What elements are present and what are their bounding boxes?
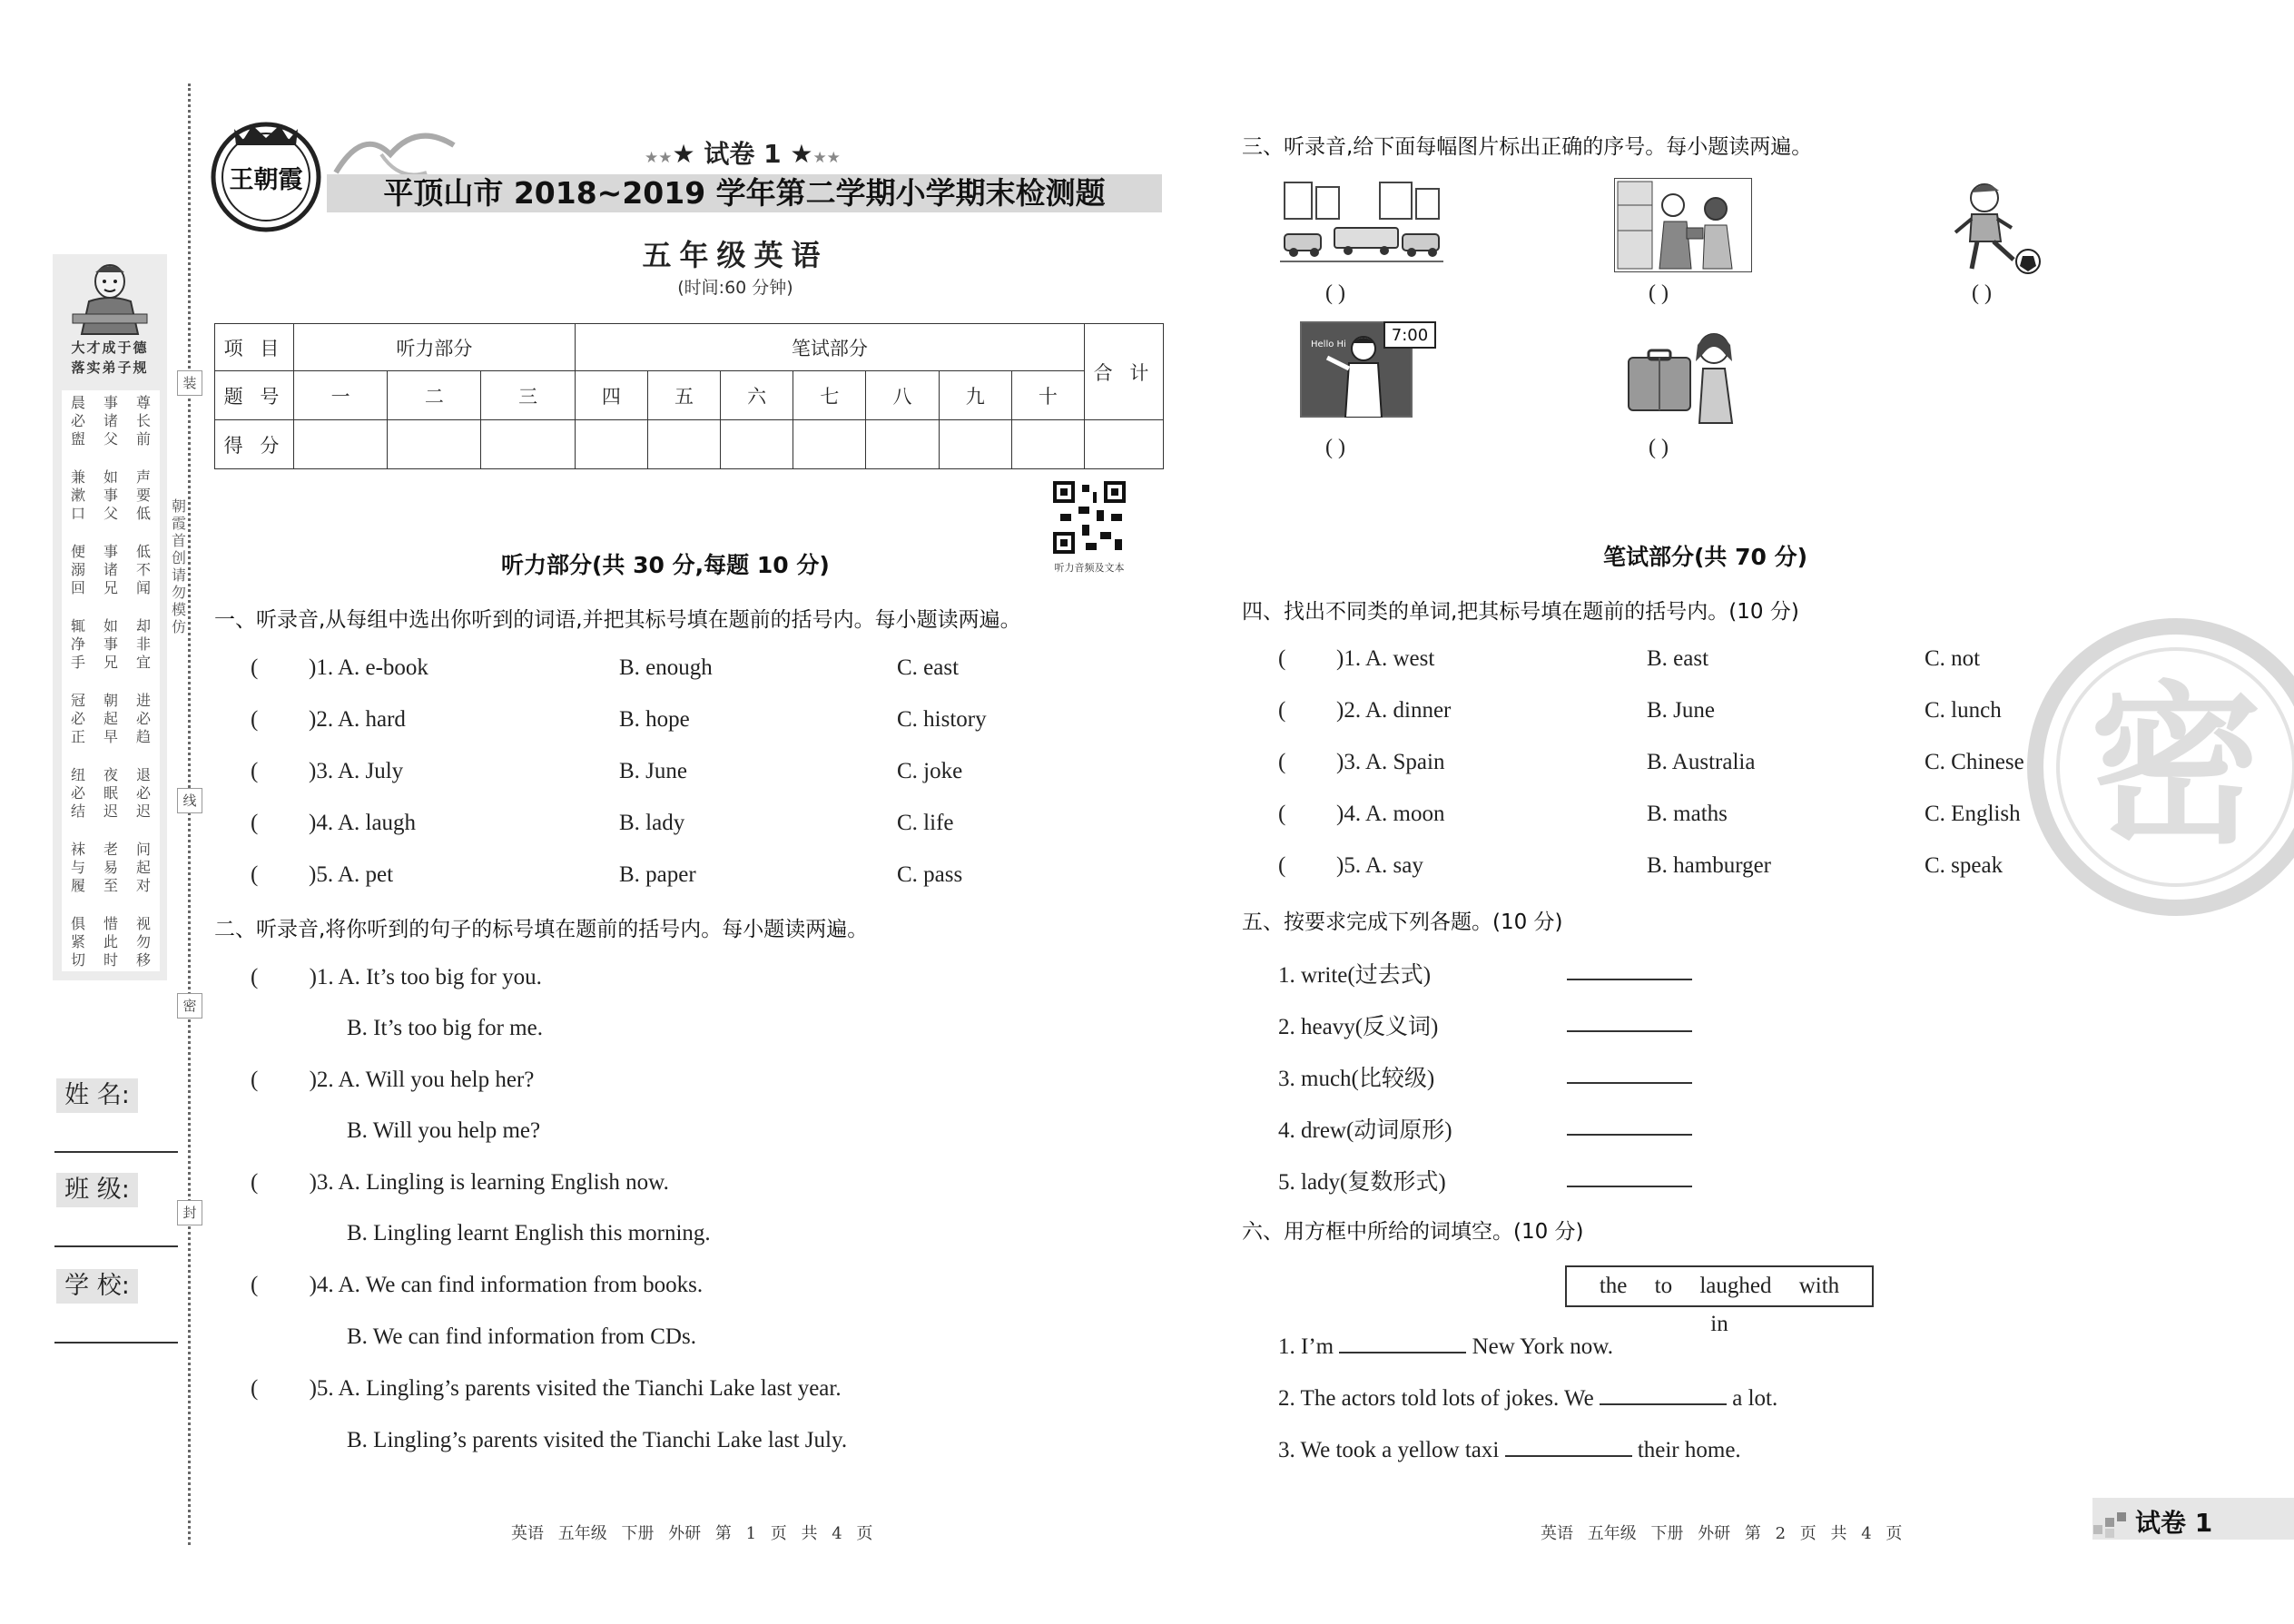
question-number: 七 [793, 371, 866, 420]
motto-verse: 事诸父 [103, 394, 118, 448]
answer-blank[interactable] [1567, 959, 1692, 980]
option-c: C. joke [897, 759, 963, 783]
motto-verses [62, 390, 160, 971]
option-a: )5. A. pet [309, 862, 394, 887]
table-header-total: 合 计 [1085, 324, 1164, 420]
option-a: )2. A. Will you help her? [309, 1068, 535, 1092]
option-c: C. life [897, 811, 954, 835]
answer-blank[interactable] [1567, 1166, 1692, 1187]
corner-paper-label: 试卷 1 [2135, 1508, 2213, 1538]
seal-mark: 密 [177, 993, 202, 1019]
option-c: C. Chinese [1925, 750, 2024, 774]
answer-blank[interactable] [1567, 1062, 1692, 1084]
option-b: B. June [1647, 698, 1715, 723]
list-item [251, 1273, 703, 1298]
score-cell[interactable] [647, 420, 720, 469]
list-item [1278, 1009, 1438, 1041]
question-number: 四 [575, 371, 647, 420]
answer-bracket[interactable]: ( [251, 811, 259, 835]
motto-verse: 低不闻 [135, 543, 151, 596]
score-cell[interactable] [721, 420, 793, 469]
sentence-start: 2. The actors told lots of jokes. We [1278, 1386, 1594, 1411]
brand-name: 王朝霞 [229, 166, 303, 194]
answer-bracket[interactable]: ( [251, 707, 259, 732]
traffic-picture [1280, 178, 1443, 269]
option-c: C. speak [1925, 853, 2004, 878]
name-label: 姓 名: [56, 1078, 138, 1113]
answer-bracket[interactable]: ( [1278, 750, 1286, 774]
motto-title-1: 大才成于德 [71, 340, 149, 356]
option-a: )3. A. July [309, 759, 404, 783]
option-a: )1. A. west [1336, 646, 1435, 671]
option-b: B. Will you help me? [347, 1118, 541, 1143]
option-a: )2. A. hard [309, 707, 406, 732]
answer-bracket[interactable]: ( [1278, 646, 1286, 671]
score-cell[interactable] [1011, 420, 1084, 469]
answer-bracket[interactable]: ( [251, 862, 259, 887]
motto-verse: 晨必盥 [70, 394, 85, 448]
corner-squares-icon [2093, 1511, 2130, 1538]
table-header-item: 项 目 [215, 324, 294, 371]
answer-bracket[interactable]: ( [251, 1376, 259, 1401]
option-a: )5. A. Lingling’s parents visited the Tianchi Lake last year. [309, 1376, 842, 1401]
option-b: B. paper [619, 862, 696, 887]
motto-title-2: 落实弟子规 [71, 359, 149, 376]
score-cell[interactable] [939, 420, 1011, 469]
motto-verse: 如事兄 [103, 617, 118, 671]
motto-verse: 朝起早 [103, 692, 118, 745]
option-b: B. June [619, 759, 687, 783]
sentence-start: 3. We took a yellow taxi [1278, 1438, 1500, 1462]
motto-verse: 尊长前 [135, 394, 151, 448]
prompt-text: 3. much(比较级) [1278, 1067, 1435, 1091]
option-c: C. English [1925, 802, 2021, 826]
section-1-title: 一、听录音,从每组中选出你听到的词语,并把其标号填在题前的括号内。每小题读两遍。 [214, 608, 1021, 632]
binding-line [188, 84, 191, 1545]
motto-verse: 却非宜 [135, 617, 151, 671]
list-item [1278, 1060, 1434, 1093]
list-item [251, 1376, 842, 1402]
score-cell[interactable] [793, 420, 866, 469]
option-b: B. Australia [1647, 750, 1756, 774]
copyright-note: 朝霞首创 请勿模仿 [171, 497, 186, 635]
option-b: B. hamburger [1647, 853, 1772, 878]
section-4-title: 四、找出不同类的单词,把其标号填在题前的括号内。(10 分) [1242, 600, 1799, 624]
answer-bracket[interactable]: ( [251, 1068, 259, 1092]
prompt-text: 2. heavy(反义词) [1278, 1015, 1439, 1039]
writing-heading: 笔试部分(共 70 分) [1603, 544, 1808, 570]
question-number: 八 [866, 371, 939, 420]
confidential-stamp-icon [2026, 617, 2294, 917]
class-field[interactable] [54, 1245, 178, 1247]
option-b: B. Lingling’s parents visited the Tianchi Lake last July. [347, 1428, 848, 1452]
option-a: )4. A. laugh [309, 811, 417, 835]
motto-verse: 事诸兄 [103, 543, 118, 596]
scholar-mascot-icon [65, 261, 154, 336]
sentence-end: a lot. [1732, 1386, 1778, 1411]
word-bank-item: to [1654, 1274, 1673, 1298]
prompt-text: 4. drew(动词原形) [1278, 1118, 1452, 1143]
page-footer-right: 英语 五年级 下册 外研 第 2 页 共 4 页 [1541, 1524, 1903, 1543]
word-bank-item: the [1599, 1274, 1628, 1298]
score-cell[interactable] [575, 420, 647, 469]
option-a: )3. A. Spain [1336, 750, 1445, 774]
grade-subject: 五年级英语 [642, 238, 829, 272]
listening-heading: 听力部分(共 30 分,每题 10 分) [501, 552, 830, 578]
library-picture [1614, 178, 1752, 272]
motto-verse: 老易至 [103, 841, 118, 894]
option-b: B. lady [619, 811, 685, 835]
section-3-title: 三、听录音,给下面每幅图片标出正确的序号。每小题读两遍。 [1242, 135, 1813, 159]
motto-verse: 俱紧切 [70, 915, 85, 969]
score-cell[interactable] [1085, 420, 1164, 469]
exam-title: 平顶山市 2018~2019 学年第二学期小学期末检测题 [383, 175, 1106, 211]
answer-bracket[interactable]: ( [1278, 802, 1286, 826]
board-text: Hello Hi [1311, 340, 1346, 349]
seal-mark: 线 [177, 788, 202, 813]
option-c: C. history [897, 707, 987, 732]
motto-verse: 兼漱口 [70, 468, 85, 522]
list-item [1278, 1332, 1613, 1360]
picture-answer-bracket[interactable]: ( ) [1325, 436, 1345, 459]
option-a: )1. A. It’s too big for you. [309, 965, 542, 989]
answer-bracket[interactable]: ( [251, 965, 259, 989]
qr-caption: 听力音频及文本 [1054, 562, 1125, 574]
list-item [1278, 957, 1431, 989]
list-item [251, 1068, 534, 1093]
list-item [1278, 1435, 1741, 1463]
option-a: )2. A. dinner [1336, 698, 1452, 723]
score-cell[interactable] [388, 420, 481, 469]
answer-bracket[interactable]: ( [251, 1170, 259, 1195]
option-a: )4. A. moon [1336, 802, 1445, 826]
answer-blank[interactable] [1600, 1383, 1727, 1405]
suitcase-picture [1627, 321, 1748, 425]
word-bank-item: with [1798, 1274, 1840, 1298]
question-number: 五 [647, 371, 720, 420]
table-row-label: 得 分 [215, 420, 294, 469]
motto-verse: 退必迟 [135, 766, 151, 820]
list-item [1278, 1164, 1446, 1196]
answer-blank[interactable] [1567, 1114, 1692, 1136]
picture-answer-bracket[interactable]: ( ) [1325, 281, 1345, 305]
answer-bracket[interactable]: ( [251, 1273, 259, 1297]
page-footer-left: 英语 五年级 下册 外研 第 1 页 共 4 页 [511, 1524, 873, 1543]
motto-verse: 惜此时 [103, 915, 118, 969]
answer-bracket[interactable]: ( [1278, 698, 1286, 723]
option-a: )3. A. Lingling is learning English now. [309, 1170, 669, 1195]
question-number: 十 [1011, 371, 1084, 420]
time-note: (时间:60 分钟) [677, 278, 793, 298]
list-item [251, 1170, 669, 1196]
option-b: B. maths [1647, 802, 1728, 826]
option-c: C. lunch [1925, 698, 2002, 723]
option-b: B. We can find information from CDs. [347, 1324, 696, 1349]
table-header-listening: 听力部分 [294, 324, 576, 371]
option-a: )5. A. say [1336, 853, 1423, 878]
question-number: 一 [294, 371, 388, 420]
option-b: B. Lingling learnt English this morning. [347, 1221, 711, 1245]
option-b: B. east [1647, 646, 1709, 671]
answer-blank[interactable] [1567, 1010, 1692, 1032]
option-a: )4. A. We can find information from books. [309, 1273, 704, 1297]
option-c: C. pass [897, 862, 963, 887]
school-label: 学 校: [56, 1269, 138, 1304]
football-picture [1946, 178, 2043, 280]
score-cell[interactable] [294, 420, 388, 469]
seal-mark: 封 [177, 1200, 202, 1225]
motto-verse: 进必趋 [135, 692, 151, 745]
sentence-end: New York now. [1472, 1334, 1613, 1359]
option-b: B. hope [619, 707, 690, 732]
motto-verse: 视勿移 [135, 915, 151, 969]
question-number: 九 [939, 371, 1011, 420]
picture-answer-bracket[interactable]: ( ) [1649, 436, 1669, 459]
seal-mark: 装 [177, 370, 202, 396]
option-b: B. It’s too big for me. [347, 1016, 543, 1040]
section-2-title: 二、听录音,将你听到的句子的标号填在题前的括号内。每小题读两遍。 [214, 918, 869, 941]
option-b: B. enough [619, 655, 713, 680]
motto-verse: 夜眠迟 [103, 766, 118, 820]
answer-blank[interactable] [1505, 1435, 1632, 1457]
motto-verse: 如事父 [103, 468, 118, 522]
option-c: C. east [897, 655, 960, 680]
answer-bracket[interactable]: ( [251, 655, 259, 680]
paper-label: 试卷 1 [704, 139, 782, 169]
picture-answer-bracket[interactable]: ( ) [1649, 281, 1669, 305]
sentence-end: their home. [1637, 1438, 1741, 1462]
prompt-text: 1. write(过去式) [1278, 963, 1432, 988]
list-item [251, 965, 542, 990]
table-row-label: 题 号 [215, 371, 294, 420]
class-label: 班 级: [56, 1173, 138, 1207]
motto-verse: 纽必结 [70, 766, 85, 820]
table-header-writing: 笔试部分 [575, 324, 1084, 371]
answer-bracket[interactable]: ( [251, 759, 259, 783]
ribbon-bow-icon [327, 118, 463, 182]
word-bank-item: laughed [1699, 1274, 1772, 1298]
score-cell[interactable] [481, 420, 575, 469]
motto-verse: 问起对 [135, 841, 151, 894]
section-6-title: 六、用方框中所给的词填空。(10 分) [1242, 1220, 1584, 1244]
word-bank-item: in [1710, 1312, 1728, 1336]
qr-code-icon[interactable] [1053, 481, 1126, 554]
clock-time: 7:00 [1391, 326, 1429, 345]
paper-badge: ★★★ 试卷 1 ★★★ [645, 139, 841, 169]
list-item [1278, 1383, 1777, 1412]
question-number: 六 [721, 371, 793, 420]
clock-icon [1383, 321, 1436, 349]
motto-verse: 袜与履 [70, 841, 85, 894]
motto-verse: 冠必正 [70, 692, 85, 745]
motto-verse: 声要低 [135, 468, 151, 522]
motto-verse: 便溺回 [70, 543, 85, 596]
motto-panel [53, 254, 167, 980]
score-cell[interactable] [866, 420, 939, 469]
option-c: C. not [1925, 646, 1981, 671]
sentence-start: 1. I’m [1278, 1334, 1334, 1359]
picture-answer-bracket[interactable]: ( ) [1972, 281, 1992, 305]
question-number: 二 [388, 371, 481, 420]
stamp-char: 密 [2089, 666, 2263, 867]
prompt-text: 5. lady(复数形式) [1278, 1170, 1446, 1195]
answer-blank[interactable] [1339, 1332, 1466, 1353]
section-5-title: 五、按要求完成下列各题。(10 分) [1242, 910, 1563, 934]
name-field[interactable] [54, 1151, 178, 1153]
school-field[interactable] [54, 1342, 178, 1343]
question-number: 三 [481, 371, 575, 420]
option-a: )1. A. e-book [309, 655, 428, 680]
motto-verse: 辄净手 [70, 617, 85, 671]
score-table [214, 323, 1164, 469]
answer-bracket[interactable]: ( [1278, 853, 1286, 878]
word-bank-box [1565, 1265, 1874, 1336]
list-item [1278, 1112, 1452, 1145]
